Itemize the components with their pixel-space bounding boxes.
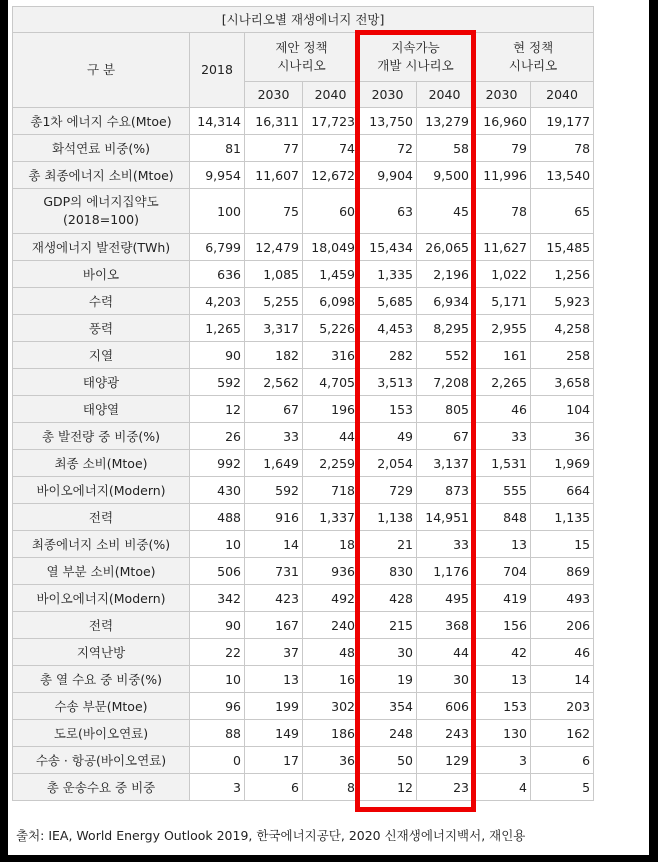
table-cell: 11,996: [473, 162, 531, 189]
row-label: 화석연료 비중(%): [13, 135, 190, 162]
table-cell: 8: [303, 774, 359, 801]
table-cell: 14,951: [417, 504, 473, 531]
row-label: 최종 소비(Mtoe): [13, 450, 190, 477]
table-cell: 14: [245, 531, 303, 558]
table-cell: 17: [245, 747, 303, 774]
table-cell: 182: [245, 342, 303, 369]
table-cell: 428: [359, 585, 417, 612]
table-row: [13, 747, 594, 774]
table-cell: 1,135: [531, 504, 594, 531]
table-cell: 19: [359, 666, 417, 693]
table-cell: 1,022: [473, 261, 531, 288]
table-cell: 11,607: [245, 162, 303, 189]
table-cell: 240: [303, 612, 359, 639]
table-row: [13, 135, 594, 162]
table-cell: 90: [190, 612, 245, 639]
row-label: 최종에너지 소비 비중(%): [13, 531, 190, 558]
table-cell: 16: [303, 666, 359, 693]
table-cell: 5,255: [245, 288, 303, 315]
table-cell: 13: [473, 531, 531, 558]
table-cell: 936: [303, 558, 359, 585]
table-cell: 2,196: [417, 261, 473, 288]
row-label: 총 열 수요 중 비중(%): [13, 666, 190, 693]
table-cell: 6,934: [417, 288, 473, 315]
row-label: 지역난방: [13, 639, 190, 666]
table-cell: 199: [245, 693, 303, 720]
table-cell: 30: [359, 639, 417, 666]
table-cell: 7,208: [417, 369, 473, 396]
table-cell: 60: [303, 189, 359, 234]
table-cell: 4,705: [303, 369, 359, 396]
table-cell: 15,485: [531, 234, 594, 261]
row-label: GDP의 에너지집약도 (2018=100): [13, 189, 190, 234]
table-cell: 805: [417, 396, 473, 423]
table-row: [13, 369, 594, 396]
table-cell: 848: [473, 504, 531, 531]
table-cell: 36: [531, 423, 594, 450]
table-cell: 5: [531, 774, 594, 801]
table-cell: 12,672: [303, 162, 359, 189]
table-cell: 495: [417, 585, 473, 612]
table-cell: 368: [417, 612, 473, 639]
table-cell: 1,265: [190, 315, 245, 342]
table-cell: 63: [359, 189, 417, 234]
table-cell: 1,138: [359, 504, 417, 531]
table-cell: 3,317: [245, 315, 303, 342]
table-cell: 555: [473, 477, 531, 504]
table-row: [13, 162, 594, 189]
row-label: 재생에너지 발전량(TWh): [13, 234, 190, 261]
table-cell: 342: [190, 585, 245, 612]
table-cell: 14: [531, 666, 594, 693]
row-label: 수송 · 항공(바이오연료): [13, 747, 190, 774]
table-cell: 636: [190, 261, 245, 288]
table-cell: 17,723: [303, 108, 359, 135]
table-row: [13, 720, 594, 747]
table-cell: 916: [245, 504, 303, 531]
scenario-table: [12, 6, 594, 801]
table-row: [13, 234, 594, 261]
table-cell: 12: [190, 396, 245, 423]
table-cell: 729: [359, 477, 417, 504]
table-cell: 50: [359, 747, 417, 774]
table-cell: 1,649: [245, 450, 303, 477]
header-year: 2040: [417, 82, 473, 108]
table-cell: 2,265: [473, 369, 531, 396]
table-cell: 30: [417, 666, 473, 693]
table-cell: 79: [473, 135, 531, 162]
table-cell: 81: [190, 135, 245, 162]
table-cell: 13,279: [417, 108, 473, 135]
table-cell: 48: [303, 639, 359, 666]
table-cell: 33: [417, 531, 473, 558]
row-label: 태양광: [13, 369, 190, 396]
table-cell: 14,314: [190, 108, 245, 135]
table-cell: 488: [190, 504, 245, 531]
table-cell: 731: [245, 558, 303, 585]
row-label: 바이오에너지(Modern): [13, 585, 190, 612]
header-year: 2040: [303, 82, 359, 108]
table-row: [13, 423, 594, 450]
header-year: 2030: [245, 82, 303, 108]
row-label: 총 최종에너지 소비(Mtoe): [13, 162, 190, 189]
row-label: 태양열: [13, 396, 190, 423]
table-cell: 149: [245, 720, 303, 747]
table-cell: 258: [531, 342, 594, 369]
table-cell: 4,258: [531, 315, 594, 342]
table-cell: 21: [359, 531, 417, 558]
table-cell: 243: [417, 720, 473, 747]
table-row: [13, 504, 594, 531]
table-cell: 9,500: [417, 162, 473, 189]
table-cell: 1,459: [303, 261, 359, 288]
table-cell: 492: [303, 585, 359, 612]
table-row: [13, 774, 594, 801]
table-row: [13, 288, 594, 315]
document-page: [8, 0, 649, 855]
table-cell: 67: [245, 396, 303, 423]
table-cell: 100: [190, 189, 245, 234]
table-cell: 3,513: [359, 369, 417, 396]
table-cell: 37: [245, 639, 303, 666]
table-row: [13, 612, 594, 639]
table-row: [13, 558, 594, 585]
table-cell: 606: [417, 693, 473, 720]
table-cell: 664: [531, 477, 594, 504]
table-cell: 9,954: [190, 162, 245, 189]
table-cell: 33: [245, 423, 303, 450]
table-row: [13, 342, 594, 369]
table-cell: 77: [245, 135, 303, 162]
table-row: [13, 261, 594, 288]
header-scenario-current: 현 정책 시나리오: [473, 33, 594, 82]
table-cell: 302: [303, 693, 359, 720]
header-scenario-stated: 제안 정책 시나리오: [245, 33, 359, 82]
table-cell: 33: [473, 423, 531, 450]
table-cell: 10: [190, 666, 245, 693]
table-row: [13, 189, 594, 234]
table-cell: 12,479: [245, 234, 303, 261]
table-cell: 18: [303, 531, 359, 558]
row-label: 수송 부문(Mtoe): [13, 693, 190, 720]
row-label: 총1차 에너지 수요(Mtoe): [13, 108, 190, 135]
row-label: 수력: [13, 288, 190, 315]
table-cell: 6,098: [303, 288, 359, 315]
table-row: [13, 450, 594, 477]
table-cell: 3: [473, 747, 531, 774]
table-cell: 12: [359, 774, 417, 801]
table-cell: 196: [303, 396, 359, 423]
table-cell: 10: [190, 531, 245, 558]
table-row: [13, 666, 594, 693]
table-cell: 2,955: [473, 315, 531, 342]
table-cell: 6: [245, 774, 303, 801]
table-cell: 4: [473, 774, 531, 801]
table-cell: 869: [531, 558, 594, 585]
table-cell: 282: [359, 342, 417, 369]
table-cell: 13,540: [531, 162, 594, 189]
table-cell: 9,904: [359, 162, 417, 189]
table-cell: 718: [303, 477, 359, 504]
table-cell: 5,685: [359, 288, 417, 315]
table-body: [13, 108, 594, 801]
header-scenario-sustainable: 지속가능 개발 시나리오: [359, 33, 473, 82]
table-cell: 44: [417, 639, 473, 666]
table-cell: 46: [473, 396, 531, 423]
table-cell: 49: [359, 423, 417, 450]
table-cell: 23: [417, 774, 473, 801]
table-title: [시나리오별 재생에너지 전망]: [13, 7, 594, 33]
row-label: 전력: [13, 612, 190, 639]
table-row: [13, 693, 594, 720]
row-label: 바이오: [13, 261, 190, 288]
table-cell: 430: [190, 477, 245, 504]
table-cell: 1,256: [531, 261, 594, 288]
table-row: [13, 531, 594, 558]
table-cell: 44: [303, 423, 359, 450]
table-cell: 13: [245, 666, 303, 693]
table-cell: 75: [245, 189, 303, 234]
row-label: 열 부분 소비(Mtoe): [13, 558, 190, 585]
table-cell: 186: [303, 720, 359, 747]
table-cell: 5,226: [303, 315, 359, 342]
table-cell: 19,177: [531, 108, 594, 135]
table-cell: 16,960: [473, 108, 531, 135]
table-cell: 992: [190, 450, 245, 477]
table-cell: 6,799: [190, 234, 245, 261]
table-cell: 592: [190, 369, 245, 396]
table-cell: 1,085: [245, 261, 303, 288]
table-cell: 5,923: [531, 288, 594, 315]
table-row: [13, 585, 594, 612]
table-cell: 419: [473, 585, 531, 612]
row-label: 지열: [13, 342, 190, 369]
table-cell: 130: [473, 720, 531, 747]
table-cell: 104: [531, 396, 594, 423]
table-cell: 74: [303, 135, 359, 162]
table-cell: 552: [417, 342, 473, 369]
table-cell: 6: [531, 747, 594, 774]
header-year: 2040: [531, 82, 594, 108]
table-row: [13, 108, 594, 135]
table-cell: 26,065: [417, 234, 473, 261]
table-cell: 167: [245, 612, 303, 639]
table-cell: 704: [473, 558, 531, 585]
header-year: 2030: [359, 82, 417, 108]
table-cell: 830: [359, 558, 417, 585]
table-cell: 493: [531, 585, 594, 612]
table-cell: 58: [417, 135, 473, 162]
table-cell: 316: [303, 342, 359, 369]
table-cell: 15: [531, 531, 594, 558]
table-cell: 0: [190, 747, 245, 774]
table-row: [13, 315, 594, 342]
table-cell: 88: [190, 720, 245, 747]
table-cell: 1,531: [473, 450, 531, 477]
table-cell: 206: [531, 612, 594, 639]
table-cell: 16,311: [245, 108, 303, 135]
table-cell: 42: [473, 639, 531, 666]
table-cell: 4,203: [190, 288, 245, 315]
table-cell: 1,176: [417, 558, 473, 585]
table-row: [13, 639, 594, 666]
table-cell: 5,171: [473, 288, 531, 315]
source-note: 출처: IEA, World Energy Outlook 2019, 한국에너지공단, 2020 신재생에너지백서, 재인용: [16, 828, 526, 843]
table-cell: 873: [417, 477, 473, 504]
table-cell: 3,137: [417, 450, 473, 477]
row-label: 도로(바이오연료): [13, 720, 190, 747]
table-cell: 11,627: [473, 234, 531, 261]
table-cell: 153: [473, 693, 531, 720]
header-year: 2030: [473, 82, 531, 108]
table-cell: 36: [303, 747, 359, 774]
table-cell: 13,750: [359, 108, 417, 135]
table-cell: 156: [473, 612, 531, 639]
table-cell: 8,295: [417, 315, 473, 342]
header-category: 구 분: [13, 33, 190, 108]
table-cell: 215: [359, 612, 417, 639]
header-base-year: 2018: [190, 33, 245, 108]
table-cell: 162: [531, 720, 594, 747]
table-cell: 2,054: [359, 450, 417, 477]
table-cell: 78: [531, 135, 594, 162]
table-cell: 1,969: [531, 450, 594, 477]
table-cell: 592: [245, 477, 303, 504]
table-cell: 15,434: [359, 234, 417, 261]
row-label: 바이오에너지(Modern): [13, 477, 190, 504]
table-cell: 45: [417, 189, 473, 234]
table-cell: 13: [473, 666, 531, 693]
table-cell: 72: [359, 135, 417, 162]
row-label: 총 운송수요 중 비중: [13, 774, 190, 801]
table-cell: 78: [473, 189, 531, 234]
table-cell: 506: [190, 558, 245, 585]
table-cell: 4,453: [359, 315, 417, 342]
table-cell: 22: [190, 639, 245, 666]
row-label: 총 발전량 중 비중(%): [13, 423, 190, 450]
table-cell: 3: [190, 774, 245, 801]
row-label: 풍력: [13, 315, 190, 342]
table-cell: 26: [190, 423, 245, 450]
table-cell: 90: [190, 342, 245, 369]
table-cell: 2,562: [245, 369, 303, 396]
table-cell: 161: [473, 342, 531, 369]
table-cell: 153: [359, 396, 417, 423]
table-cell: 248: [359, 720, 417, 747]
table-cell: 46: [531, 639, 594, 666]
row-label: 전력: [13, 504, 190, 531]
table-cell: 67: [417, 423, 473, 450]
table-cell: 354: [359, 693, 417, 720]
table-cell: 65: [531, 189, 594, 234]
table-cell: 129: [417, 747, 473, 774]
table-cell: 1,335: [359, 261, 417, 288]
table-row: [13, 396, 594, 423]
table-row: [13, 477, 594, 504]
table-cell: 1,337: [303, 504, 359, 531]
table-cell: 203: [531, 693, 594, 720]
table-cell: 3,658: [531, 369, 594, 396]
table-cell: 2,259: [303, 450, 359, 477]
table-cell: 423: [245, 585, 303, 612]
table-cell: 18,049: [303, 234, 359, 261]
table-cell: 96: [190, 693, 245, 720]
